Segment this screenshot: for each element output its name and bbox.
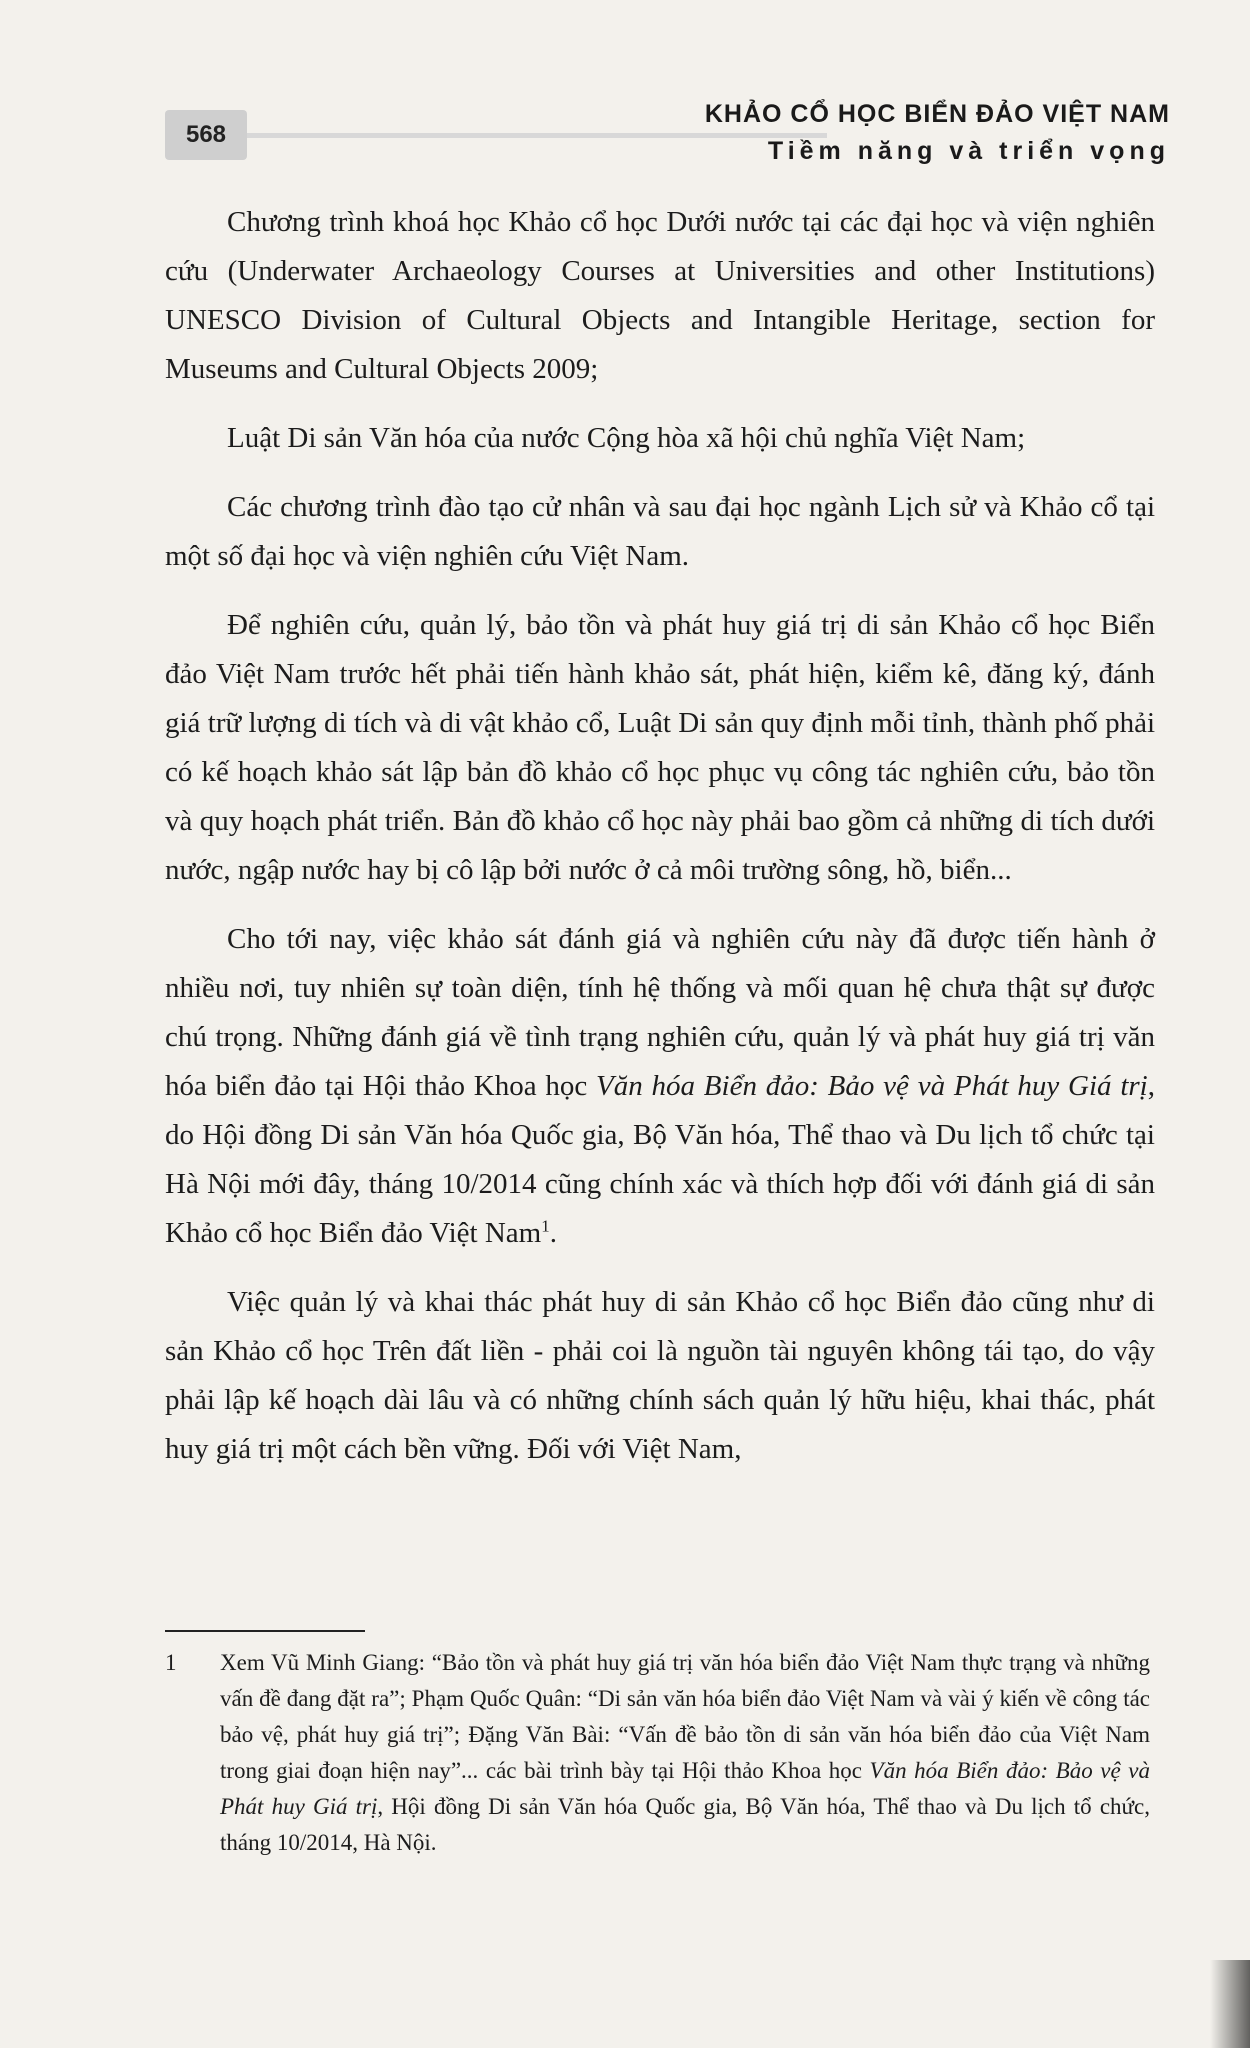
footnote-text-part: Xem Vũ Minh Giang: “Bảo tồn và phát huy giá trị văn hóa biển đảo Việt Nam thực trạng và những vấn đề đang đặt ra”; Phạm Quốc Quân: “Di sản văn hóa biển đảo Việt Nam và vài ý kiến về công tác bảo vệ, phát huy giá trị”; Đặng Văn Bài: “Vấn đề bảo tồn di sản văn hóa biển đảo của Việt Nam trong giai đoạn hiện nay”... các bài trình bày tại Hội thảo Khoa học (220, 1650, 1150, 1783)
footnote (165, 1645, 1150, 1861)
paragraph-heritage-law: Luật Di sản Văn hóa của nước Cộng hòa xã hội chủ nghĩa Việt Nam; (227, 422, 1026, 454)
running-header (155, 95, 1170, 175)
paragraph-training-programs: Các chương trình đào tạo cử nhân và sau đại học ngành Lịch sử và Khảo cổ tại một số đại học và viện nghiên cứu Việt Nam. (165, 491, 1155, 572)
book-subtitle: Tiềm năng và triển vọng (767, 137, 1170, 165)
paragraph-management: Việc quản lý và khai thác phát huy di sản Khảo cổ học Biển đảo cũng như di sản Khảo cổ học Trên đất liền - phải coi là nguồn tài nguyên không tái tạo, do vậy phải lập kế hoạch dài lâu và có những chính sách quản lý hữu hiệu, khai thác, phát huy giá trị một cách bền vững. Đối với Việt Nam, (165, 1286, 1155, 1465)
paragraph-unesco-courses: Chương trình khoá học Khảo cổ học Dưới nước tại các đại học và viện nghiên cứu (Underwater Archaeology Courses at Universities and other Institutions) UNESCO Division of Cultural Objects and Intangible Heritage, section for Museums and Cultural Objects 2009; (165, 206, 1155, 385)
paragraph-conference-assessment (165, 915, 1155, 1258)
paragraph-text: . (549, 1217, 557, 1249)
paragraph-text: , do Hội đồng Di sản Văn hóa Quốc gia, Bộ Văn hóa, Thể thao và Du lịch tổ chức tại Hà Nội mới đây, tháng 10/2014 cũng chính xác và thích hợp đối với đánh giá di sản Khảo cổ học Biển đảo Việt Nam (165, 1070, 1155, 1249)
paragraph-text: Cho tới nay, việc khảo sát đánh giá và nghiên cứu này đã được tiến hành ở nhiều nơi, tuy nhiên sự toàn diện, tính hệ thống và mối quan hệ chưa thật sự được chú trọng. Những đánh giá về tình trạng nghiên cứu, quản lý và phát huy giá trị văn hóa biển đảo tại Hội thảo Khoa học (165, 923, 1155, 1102)
conference-title: Văn hóa Biển đảo: Bảo vệ và Phát huy Giá trị (596, 1070, 1148, 1102)
header-rule (247, 133, 827, 138)
book-title: KHẢO CỔ HỌC BIỂN ĐẢO VIỆT NAM (704, 100, 1170, 128)
page-number: 568 (165, 110, 247, 160)
footnote-reference[interactable]: 1 (541, 1216, 550, 1236)
footnote-number: 1 (165, 1650, 177, 1675)
footnote-conference-title: Văn hóa Biển đảo: Bảo vệ và Phát huy Giá trị (220, 1758, 1151, 1819)
footnote-text-part: , Hội đồng Di sản Văn hóa Quốc gia, Bộ Văn hóa, Thể thao và Du lịch tổ chức, tháng 10/2014, Hà Nội. (220, 1794, 1150, 1855)
body-text (165, 198, 1155, 1494)
page-edge-shadow (1210, 1960, 1250, 2048)
footnote-divider (165, 1630, 365, 1632)
paragraph-survey-mapping: Để nghiên cứu, quản lý, bảo tồn và phát huy giá trị di sản Khảo cổ học Biển đảo Việt Nam trước hết phải tiến hành khảo sát, phát hiện, kiểm kê, đăng ký, đánh giá trữ lượng di tích và di vật khảo cổ, Luật Di sản quy định mỗi tỉnh, thành phố phải có kế hoạch khảo sát lập bản đồ khảo cổ học phục vụ công tác nghiên cứu, bảo tồn và quy hoạch phát triển. Bản đồ khảo cổ học này phải bao gồm cả những di tích dưới nước, ngập nước hay bị cô lập bởi nước ở cả môi trường sông, hồ, biển... (165, 609, 1155, 886)
footnote-text (220, 1645, 1150, 1861)
